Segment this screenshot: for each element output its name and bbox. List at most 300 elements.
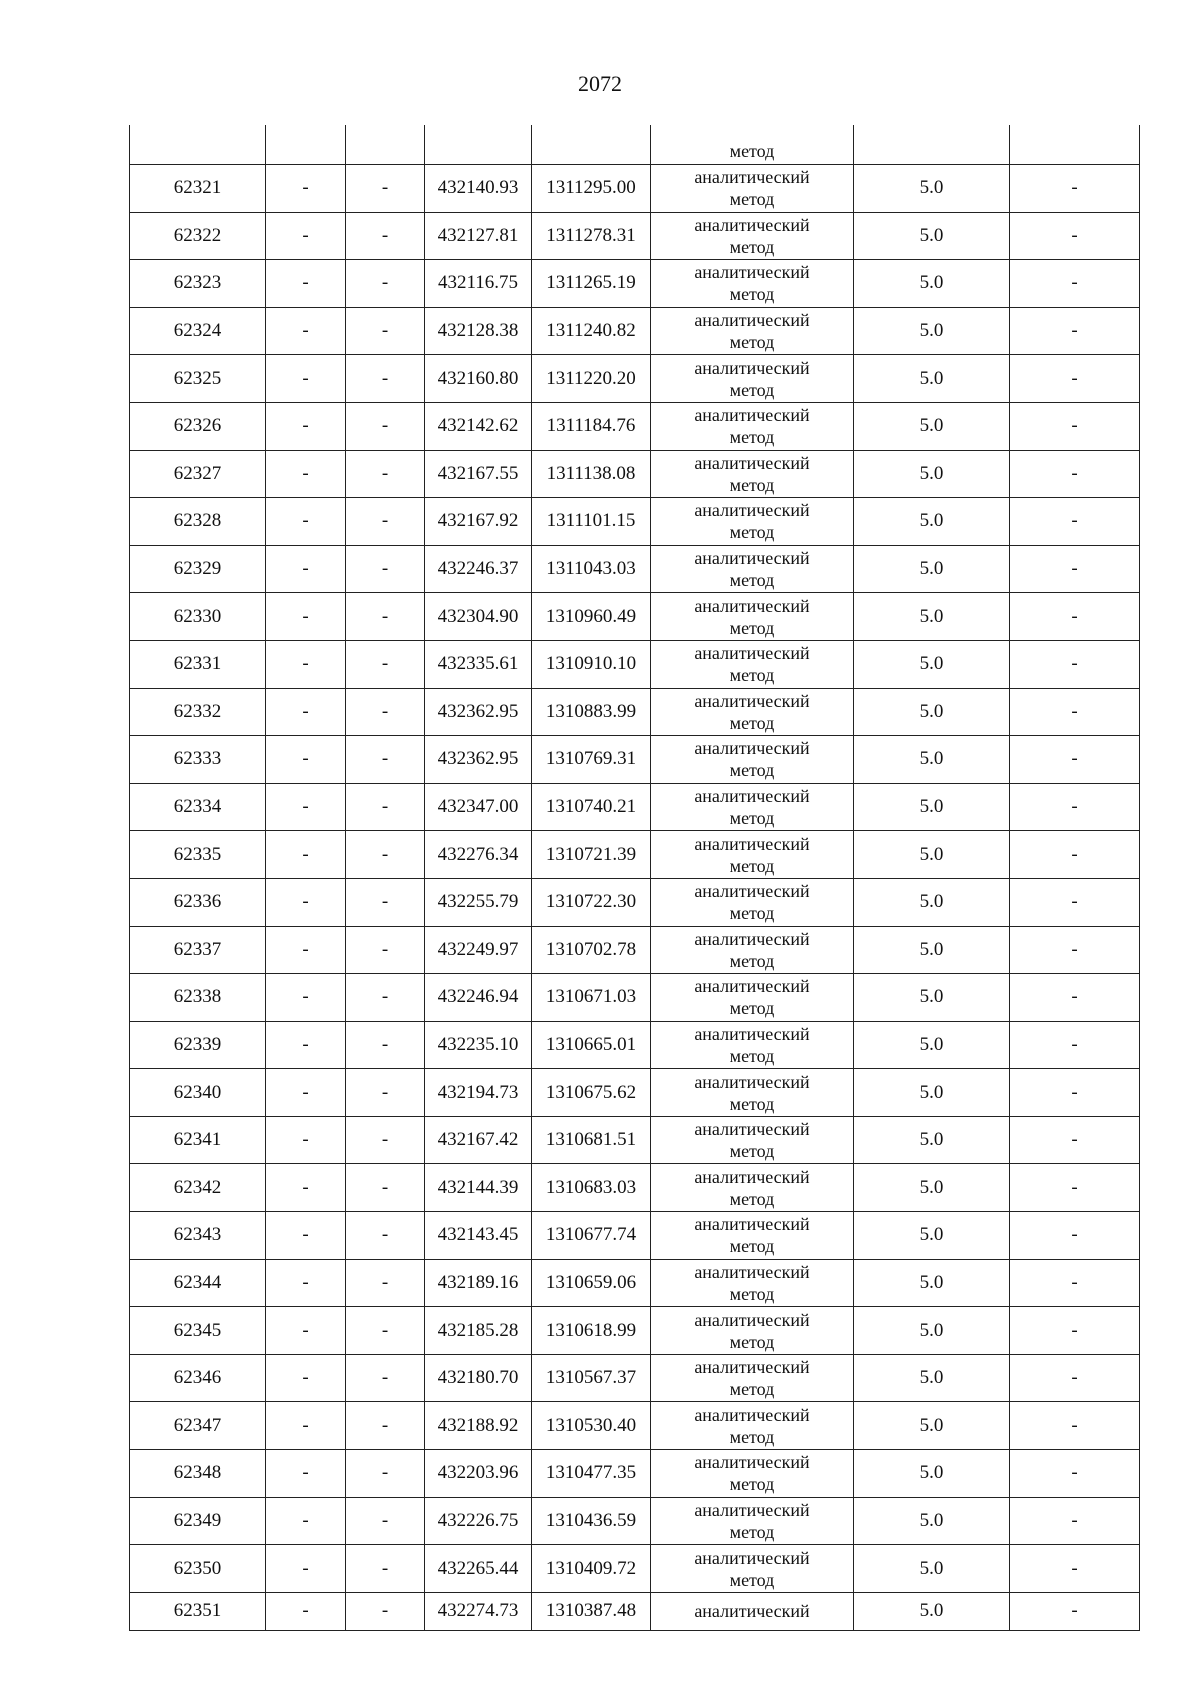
table-row [130,1259,1140,1307]
method-line2: метод [729,808,775,829]
method-line1: аналитический [694,1071,810,1092]
cell-y: 1310883.99 [532,688,651,736]
table-row [130,1402,1140,1450]
table-row [130,545,1140,593]
method-line2: метод [729,284,775,305]
method-line1: аналитический [694,405,810,426]
table-row [130,1450,1140,1498]
cell-accuracy: 5.0 [854,783,1010,831]
cell-col3: - [346,1307,425,1355]
cell-col3: - [346,1259,425,1307]
cell-x: 432185.28 [425,1307,532,1355]
table-row [130,165,1140,213]
method-line2: метод [729,998,775,1019]
cell-accuracy: 5.0 [854,1021,1010,1069]
cell-accuracy: 5.0 [854,926,1010,974]
cell-point-id: 62340 [130,1069,266,1117]
cell-method [651,1592,854,1630]
cell-method [651,736,854,784]
cell-x: 432140.93 [425,165,532,213]
cell-col3: - [346,1164,425,1212]
method-line1: аналитический [694,310,810,331]
cell-col8: - [1010,878,1140,926]
cell-col3: - [346,593,425,641]
page-number: 2072 [578,71,622,96]
method-line2: метод [729,950,775,971]
cell-method [651,402,854,450]
cell-col8: - [1010,402,1140,450]
cell-y: 1310683.03 [532,1164,651,1212]
cell-x: 432167.42 [425,1116,532,1164]
cell-method [651,593,854,641]
cell-method [651,974,854,1022]
cell-col3: - [346,1402,425,1450]
cell-accuracy: 5.0 [854,402,1010,450]
method-line2: метод [729,665,775,686]
cell-accuracy: 5.0 [854,1307,1010,1355]
cell-y: 1310675.62 [532,1069,651,1117]
method-line1: аналитический [694,833,810,854]
cell-col2: - [266,498,346,546]
table-row [130,1069,1140,1117]
cell-method [651,1402,854,1450]
method-line2: метод [729,1045,775,1066]
cell-col8: - [1010,974,1140,1022]
cell-col2: - [266,1497,346,1545]
cell-col3 [346,125,425,165]
cell-col8: - [1010,450,1140,498]
cell-method [651,165,854,213]
cell-col3: - [346,260,425,308]
cell-col3: - [346,355,425,403]
cell-accuracy [854,125,1010,165]
cell-col2: - [266,545,346,593]
cell-col2: - [266,974,346,1022]
cell-y: 1311101.15 [532,498,651,546]
method-line1: аналитический [694,928,810,949]
cell-col8: - [1010,1354,1140,1402]
cell-point-id: 62329 [130,545,266,593]
cell-col8: - [1010,1450,1140,1498]
cell-y: 1310671.03 [532,974,651,1022]
cell-accuracy: 5.0 [854,878,1010,926]
cell-x: 432189.16 [425,1259,532,1307]
cell-col2 [266,125,346,165]
cell-method [651,1116,854,1164]
cell-col8: - [1010,1021,1140,1069]
cell-y: 1310387.48 [532,1592,651,1630]
cell-method [651,831,854,879]
method-line2: метод [729,474,775,495]
cell-accuracy: 5.0 [854,1212,1010,1260]
cell-point-id: 62343 [130,1212,266,1260]
cell-y: 1311220.20 [532,355,651,403]
cell-y: 1310910.10 [532,640,651,688]
cell-col8: - [1010,831,1140,879]
cell-x: 432246.37 [425,545,532,593]
method-line2: метод [729,855,775,876]
cell-col3: - [346,1354,425,1402]
cell-col8: - [1010,593,1140,641]
table-row [130,1497,1140,1545]
method-line2: метод [729,379,775,400]
coordinates-table [129,125,1140,1631]
cell-col2: - [266,926,346,974]
cell-col2: - [266,1545,346,1593]
cell-point-id: 62332 [130,688,266,736]
method-line2: метод [729,1283,775,1304]
cell-accuracy: 5.0 [854,498,1010,546]
cell-col2: - [266,165,346,213]
cell-accuracy: 5.0 [854,736,1010,784]
table-row [130,1307,1140,1355]
method-line1: аналитический [694,1357,810,1378]
cell-col2: - [266,1164,346,1212]
cell-point-id: 62331 [130,640,266,688]
cell-x: 432255.79 [425,878,532,926]
table-row [130,736,1140,784]
cell-point-id: 62321 [130,165,266,213]
cell-method [651,926,854,974]
cell-x: 432167.55 [425,450,532,498]
cell-col3: - [346,212,425,260]
method-line2: метод [729,141,775,161]
cell-x: 432276.34 [425,831,532,879]
cell-col2: - [266,1116,346,1164]
cell-method [651,1259,854,1307]
cell-x: 432203.96 [425,1450,532,1498]
table-row [130,1164,1140,1212]
cell-x: 432194.73 [425,1069,532,1117]
method-line1: аналитический [694,1404,810,1425]
cell-point-id: 62348 [130,1450,266,1498]
method-line2: метод [729,332,775,353]
cell-col8: - [1010,1402,1140,1450]
cell-point-id: 62339 [130,1021,266,1069]
cell-y: 1310740.21 [532,783,651,831]
cell-accuracy: 5.0 [854,640,1010,688]
cell-method [651,498,854,546]
cell-col2: - [266,212,346,260]
cell-y: 1310409.72 [532,1545,651,1593]
cell-accuracy: 5.0 [854,1354,1010,1402]
cell-col3: - [346,688,425,736]
table-row [130,783,1140,831]
table-row [130,640,1140,688]
cell-method [651,878,854,926]
method-line2: метод [729,1093,775,1114]
cell-col8: - [1010,736,1140,784]
table-row [130,878,1140,926]
cell-y: 1311278.31 [532,212,651,260]
cell-x: 432116.75 [425,260,532,308]
cell-col8: - [1010,1497,1140,1545]
cell-x: 432304.90 [425,593,532,641]
cell-col8: - [1010,1592,1140,1630]
cell-point-id: 62324 [130,307,266,355]
cell-point-id [130,125,266,165]
cell-col8: - [1010,355,1140,403]
cell-x: 432226.75 [425,1497,532,1545]
cell-col2: - [266,1259,346,1307]
cell-point-id: 62335 [130,831,266,879]
method-line2: метод [729,570,775,591]
cell-col3: - [346,926,425,974]
cell-point-id: 62322 [130,212,266,260]
cell-col3: - [346,307,425,355]
cell-col3: - [346,498,425,546]
method-line2: метод [729,236,775,257]
method-line1: аналитический [694,690,810,711]
cell-col3: - [346,402,425,450]
cell-col2: - [266,1592,346,1630]
method-line1: аналитический [694,1601,810,1622]
cell-accuracy: 5.0 [854,831,1010,879]
cell-col3: - [346,736,425,784]
cell-x: 432362.95 [425,688,532,736]
cell-method [651,1212,854,1260]
cell-col3: - [346,1116,425,1164]
method-line1: аналитический [694,881,810,902]
cell-x: 432235.10 [425,1021,532,1069]
method-line2: метод [729,712,775,733]
table-row-continuation [130,125,1140,165]
cell-point-id: 62345 [130,1307,266,1355]
method-line1: аналитический [694,643,810,664]
cell-point-id: 62336 [130,878,266,926]
table-row [130,498,1140,546]
cell-col3: - [346,878,425,926]
table-row [130,450,1140,498]
cell-y: 1311138.08 [532,450,651,498]
cell-col2: - [266,355,346,403]
method-line1: аналитический [694,500,810,521]
method-line2: метод [729,1426,775,1447]
cell-accuracy: 5.0 [854,1069,1010,1117]
cell-col2: - [266,1354,346,1402]
cell-col3: - [346,640,425,688]
cell-method [651,260,854,308]
cell-col8: - [1010,926,1140,974]
cell-y: 1310530.40 [532,1402,651,1450]
cell-point-id: 62347 [130,1402,266,1450]
cell-x: 432128.38 [425,307,532,355]
cell-col2: - [266,307,346,355]
table-row [130,402,1140,450]
cell-x: 432362.95 [425,736,532,784]
cell-x: 432180.70 [425,1354,532,1402]
cell-point-id: 62351 [130,1592,266,1630]
cell-col2: - [266,1307,346,1355]
method-line1: аналитический [694,452,810,473]
cell-accuracy: 5.0 [854,307,1010,355]
cell-accuracy: 5.0 [854,212,1010,260]
method-line2: метод [729,522,775,543]
cell-accuracy: 5.0 [854,1497,1010,1545]
cell-point-id: 62325 [130,355,266,403]
cell-point-id: 62349 [130,1497,266,1545]
cell-col8: - [1010,1545,1140,1593]
cell-col2: - [266,593,346,641]
cell-accuracy: 5.0 [854,593,1010,641]
table-row [130,1212,1140,1260]
cell-point-id: 62350 [130,1545,266,1593]
cell-col3: - [346,1212,425,1260]
cell-y: 1310477.35 [532,1450,651,1498]
cell-col8: - [1010,688,1140,736]
cell-y: 1310721.39 [532,831,651,879]
cell-point-id: 62337 [130,926,266,974]
cell-x: 432188.92 [425,1402,532,1450]
method-line1: аналитический [694,786,810,807]
cell-y: 1310677.74 [532,1212,651,1260]
cell-col8: - [1010,1307,1140,1355]
cell-col2: - [266,688,346,736]
cell-y: 1310665.01 [532,1021,651,1069]
cell-col3: - [346,1450,425,1498]
cell-method [651,212,854,260]
cell-col8: - [1010,1164,1140,1212]
method-line1: аналитический [694,1214,810,1235]
cell-col3: - [346,1021,425,1069]
cell-x: 432274.73 [425,1592,532,1630]
cell-x: 432249.97 [425,926,532,974]
cell-point-id: 62330 [130,593,266,641]
cell-col2: - [266,450,346,498]
cell-col3: - [346,450,425,498]
cell-y: 1311240.82 [532,307,651,355]
cell-x: 432265.44 [425,1545,532,1593]
method-line1: аналитический [694,1309,810,1330]
cell-col8: - [1010,260,1140,308]
cell-method [651,1354,854,1402]
method-line1: аналитический [694,1166,810,1187]
cell-x: 432127.81 [425,212,532,260]
cell-y: 1311295.00 [532,165,651,213]
table-row [130,212,1140,260]
cell-y [532,125,651,165]
cell-point-id: 62326 [130,402,266,450]
cell-y: 1310681.51 [532,1116,651,1164]
cell-x: 432246.94 [425,974,532,1022]
cell-method [651,355,854,403]
method-line1: аналитический [694,1452,810,1473]
cell-col8: - [1010,498,1140,546]
method-line2: метод [729,1236,775,1257]
cell-x [425,125,532,165]
cell-col2: - [266,1069,346,1117]
cell-col8: - [1010,212,1140,260]
cell-col2: - [266,1402,346,1450]
cell-accuracy: 5.0 [854,260,1010,308]
cell-col2: - [266,831,346,879]
cell-method [651,125,854,165]
cell-col3: - [346,1592,425,1630]
method-line1: аналитический [694,214,810,235]
cell-method [651,1164,854,1212]
cell-accuracy: 5.0 [854,974,1010,1022]
cell-col8: - [1010,1116,1140,1164]
method-line1: аналитический [694,976,810,997]
table-row [130,593,1140,641]
method-line2: метод [729,427,775,448]
cell-x: 432335.61 [425,640,532,688]
cell-method [651,450,854,498]
cell-col2: - [266,1212,346,1260]
cell-accuracy: 5.0 [854,545,1010,593]
cell-method [651,1450,854,1498]
cell-point-id: 62338 [130,974,266,1022]
method-line1: аналитический [694,1023,810,1044]
cell-col8: - [1010,783,1140,831]
cell-method [651,1545,854,1593]
method-line1: аналитический [694,1499,810,1520]
cell-method [651,688,854,736]
cell-y: 1310659.06 [532,1259,651,1307]
cell-accuracy: 5.0 [854,355,1010,403]
cell-y: 1310618.99 [532,1307,651,1355]
cell-x: 432347.00 [425,783,532,831]
cell-method [651,545,854,593]
cell-col2: - [266,402,346,450]
cell-col8: - [1010,545,1140,593]
cell-col8: - [1010,307,1140,355]
cell-y: 1311043.03 [532,545,651,593]
cell-y: 1310436.59 [532,1497,651,1545]
cell-col8: - [1010,640,1140,688]
cell-accuracy: 5.0 [854,1545,1010,1593]
cell-y: 1311184.76 [532,402,651,450]
method-line1: аналитический [694,357,810,378]
method-line2: метод [729,1188,775,1209]
table-row [130,1545,1140,1593]
cell-col3: - [346,1069,425,1117]
cell-point-id: 62323 [130,260,266,308]
table-row [130,1116,1140,1164]
cell-x: 432167.92 [425,498,532,546]
cell-col8 [1010,125,1140,165]
cell-y: 1310960.49 [532,593,651,641]
table-row [130,688,1140,736]
cell-col2: - [266,736,346,784]
table-row-last [130,1592,1140,1630]
method-line1: аналитический [694,167,810,188]
cell-col3: - [346,1497,425,1545]
table-row [130,974,1140,1022]
cell-method [651,1021,854,1069]
method-line1: аналитический [694,595,810,616]
cell-point-id: 62328 [130,498,266,546]
cell-col2: - [266,260,346,308]
cell-col2: - [266,1450,346,1498]
cell-x: 432160.80 [425,355,532,403]
method-line2: метод [729,760,775,781]
cell-y: 1311265.19 [532,260,651,308]
cell-col3: - [346,831,425,879]
cell-y: 1310722.30 [532,878,651,926]
method-line1: аналитический [694,1547,810,1568]
cell-col3: - [346,545,425,593]
table-row [130,831,1140,879]
cell-point-id: 62342 [130,1164,266,1212]
cell-method [651,307,854,355]
table-row [130,260,1140,308]
cell-col2: - [266,783,346,831]
method-line2: метод [729,617,775,638]
cell-col8: - [1010,165,1140,213]
cell-accuracy: 5.0 [854,1259,1010,1307]
cell-col8: - [1010,1259,1140,1307]
